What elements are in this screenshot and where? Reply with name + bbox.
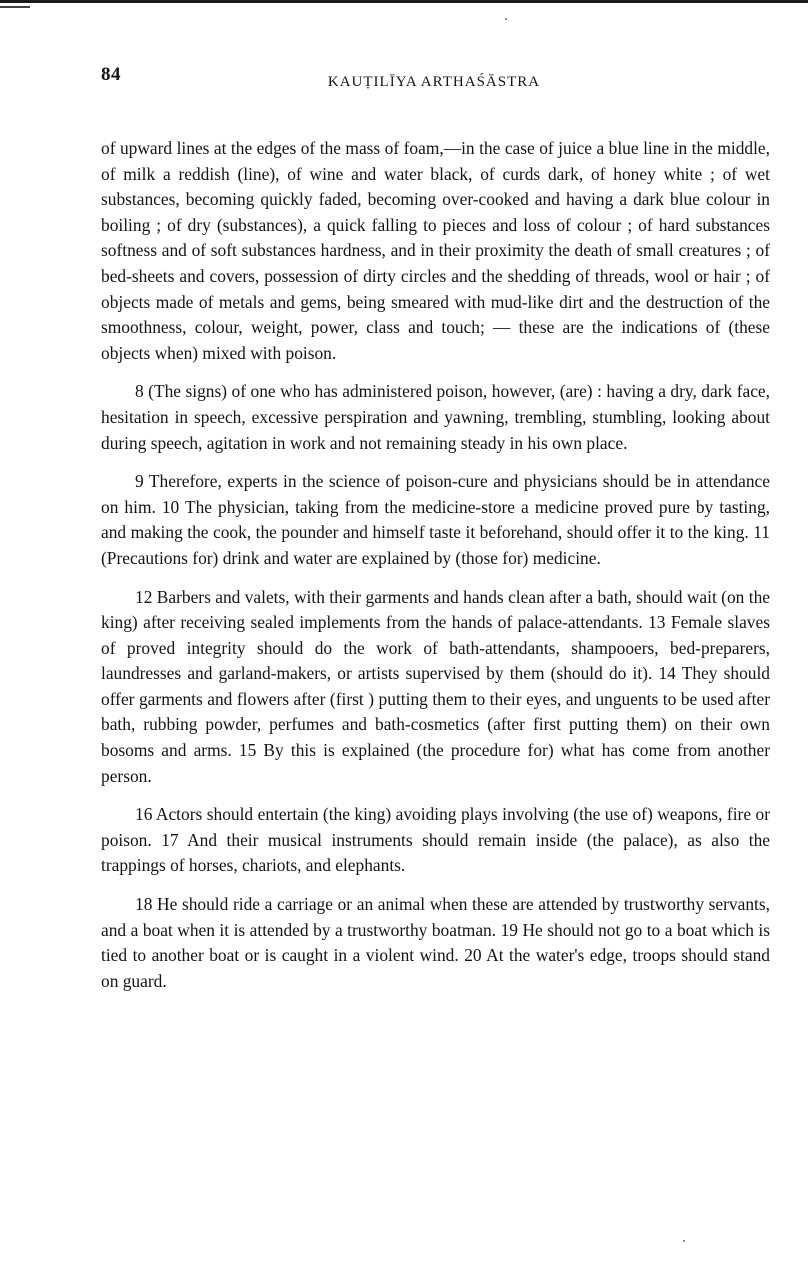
scan-speck (683, 1240, 685, 1242)
corner-mark (0, 6, 30, 8)
running-title: KAUṬILĪYA ARTHAŚĀSTRA (327, 74, 541, 90)
paragraph-12-15: 12 Barbers and valets, with their garments and hands clean after a bath, should wait (on the king) after receiving sealed implements from the hands of palace-attendants. 13 Female slaves of proved integrity should do the work of bath-attendants, shampooers, bed-preparers, laundresses and garland-makers, or artists supervised by them (should do it). 14 They should offer garments and flowers after (first ) putting them to their eyes, and unguents to be used after bath, rubbing powder, perfumes and bath-cosmetics (after first putting them) on their own bosoms and arms. 15 By this is explained (the procedure for) what has come from another person. (101, 586, 770, 786)
paragraph-9-11: 9 Therefore, experts in the science of poison-cure and physicians should be in attendance on him. 10 The physician, taking from the medicine-store a medicine proved pure by tasting, and making the cook, the pounder and himself taste it beforehand, should offer it to the king. 11 (Precautions for) drink and water are explained by (those for) medicine. (101, 471, 770, 568)
paragraph-18-20: 18 He should ride a carriage or an animal when these are attended by trustworthy servants, and a boat when it is attended by a trustworthy boatman. 19 He should not go to a boat which is tied to another boat or is caught in a violent wind. 20 At the water's edge, troops should stand on guard. (101, 894, 770, 991)
paragraph-continuation: of upward lines at the edges of the mass of foam,—in the case of juice a blue line in the middle, of milk a reddish (line), of wine and water black, of curds dark, of honey white ; of wet substances, becoming quickly faded, becoming over-cooked and having a dark blue colour in boiling ; of dry (substances), a quick falling to pieces and loss of colour ; of hard substances softness and of soft substances hardness, and in their proximity the death of small creatures ; of bed-sheets and covers, possession of dirty circles and the shedding of threads, wool or hair ; of objects made of metals and gems, being smeared with mud-like dirt and the destruction of the smoothness, colour, weight, power, class and touch; — these are the indications of (these objects when) mixed with poison. (101, 138, 770, 363)
paragraph-16-17: 16 Actors should entertain (the king) avoiding plays involving (the use of) weapons, fire or poison. 17 And their musical instruments should remain inside (the palace), as also the trappings of horses, chariots, and elephants. (101, 804, 770, 876)
top-border-rule (0, 0, 808, 3)
body-text (101, 136, 770, 994)
scan-speck (505, 18, 507, 20)
page-number: 84 (101, 64, 121, 85)
paragraph-8: 8 (The signs) of one who has administered poison, however, (are) : having a dry, dark face, hesitation in speech, excessive perspiration and yawning, trembling, stumbling, looking about during speech, agitation in work and not remaining steady in his own place. (101, 381, 770, 453)
